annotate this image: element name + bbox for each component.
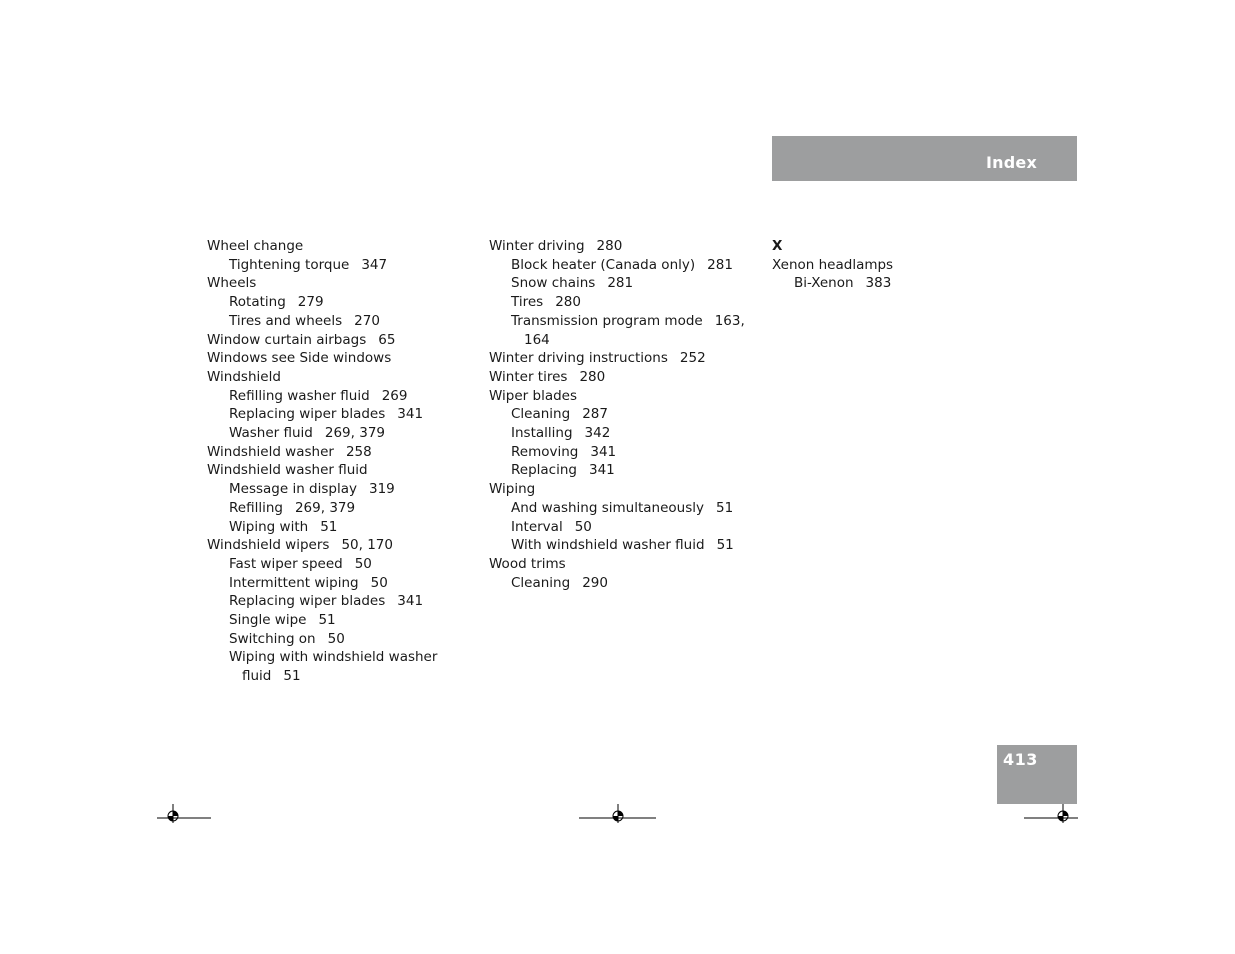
index-term: Message in display xyxy=(229,481,357,498)
index-term: Block heater (Canada only) xyxy=(511,256,696,273)
index-column-1 xyxy=(207,237,467,686)
index-term: Winter driving xyxy=(489,238,585,254)
page-number: 413 xyxy=(1003,750,1038,769)
section-title: Index xyxy=(986,153,1037,172)
index-page-ref: 341 xyxy=(588,462,615,479)
index-entry xyxy=(489,237,749,256)
registration-mark-left xyxy=(157,801,211,823)
index-term: With windshield washer fluid xyxy=(511,537,705,554)
index-entry xyxy=(207,331,467,350)
index-entry xyxy=(489,349,749,368)
index-entry xyxy=(207,555,467,574)
index-page-ref: 280 xyxy=(579,368,606,385)
index-entry xyxy=(207,349,467,368)
index-page-ref: 290 xyxy=(582,574,608,591)
index-entry xyxy=(207,237,467,256)
index-page-ref: 51 xyxy=(318,612,336,629)
index-page-ref: 50 xyxy=(574,518,592,535)
index-entry xyxy=(207,480,467,499)
index-term: Wiping with windshield washer xyxy=(229,649,438,666)
index-entry xyxy=(489,480,749,499)
index-term: Wiping with xyxy=(229,518,309,535)
index-term: Bi-Xenon xyxy=(794,275,854,292)
index-entry xyxy=(207,667,467,686)
index-term: Wheel change xyxy=(207,238,304,254)
registration-mark-center xyxy=(579,801,656,823)
index-entry xyxy=(489,331,749,350)
index-term: Winter tires xyxy=(489,368,568,385)
index-entry xyxy=(772,274,1032,293)
index-page-ref: 50 xyxy=(370,574,388,591)
index-entry xyxy=(489,387,749,406)
index-entry xyxy=(207,405,467,424)
index-entry xyxy=(489,574,749,593)
index-page-ref: 319 xyxy=(369,481,395,498)
index-page-ref: 51 xyxy=(320,518,338,535)
index-entry xyxy=(207,648,467,667)
index-page-ref: 281 xyxy=(707,256,733,273)
index-term: Cleaning xyxy=(511,406,571,423)
index-term: Windshield washer xyxy=(207,443,334,460)
index-entry xyxy=(772,256,1032,275)
index-entry xyxy=(207,574,467,593)
index-entry xyxy=(489,555,749,574)
index-page-ref: 50 xyxy=(327,630,345,647)
index-term: Window curtain airbags xyxy=(207,331,367,348)
index-term: Replacing wiper blades xyxy=(229,406,386,423)
index-term: Windows see Side windows xyxy=(207,350,392,367)
index-term: Switching on xyxy=(229,630,316,647)
index-entry xyxy=(207,611,467,630)
index-column-2 xyxy=(489,237,749,592)
index-entry xyxy=(489,256,749,275)
page-number-tab xyxy=(997,745,1077,804)
index-entry xyxy=(207,312,467,331)
index-column-3 xyxy=(772,237,1032,293)
index-term: Wiper blades xyxy=(489,387,578,404)
index-term: Tightening torque xyxy=(229,256,350,273)
index-term: Wiping xyxy=(489,481,536,498)
index-page-ref: 51 xyxy=(715,499,734,516)
index-page-ref: 65 xyxy=(378,331,396,348)
index-entry xyxy=(207,630,467,649)
index-entry xyxy=(489,274,749,293)
index-entry xyxy=(207,368,467,387)
index-term: Windshield xyxy=(207,368,281,385)
index-term: Rotating xyxy=(229,294,286,311)
index-entry xyxy=(207,499,467,518)
index-term: Washer fluid xyxy=(229,425,313,442)
index-term: And washing simultaneously xyxy=(511,499,704,516)
index-page-ref: 281 xyxy=(607,275,634,292)
section-letter: X xyxy=(772,238,783,254)
index-term: Interval xyxy=(511,518,563,535)
index-entry xyxy=(489,518,749,537)
index-page-ref: 163, xyxy=(714,312,745,329)
index-page-ref: 164 xyxy=(524,331,550,348)
index-entry xyxy=(489,461,749,480)
index-term: Fast wiper speed xyxy=(229,555,343,572)
index-term: fluid xyxy=(242,668,272,685)
index-page-ref: 252 xyxy=(679,350,706,367)
index-page-ref: 341 xyxy=(590,443,617,460)
section-header-tab xyxy=(772,136,1077,181)
registration-mark-right xyxy=(1024,801,1078,823)
index-entry xyxy=(207,256,467,275)
index-page-ref: 50 xyxy=(354,555,372,572)
index-page-ref: 51 xyxy=(716,537,734,554)
index-term: Tires xyxy=(511,294,544,311)
index-term: Windshield washer fluid xyxy=(207,462,368,479)
index-term: Winter driving instructions xyxy=(489,350,668,367)
index-page-ref: 383 xyxy=(865,275,892,292)
index-term: Replacing xyxy=(511,462,577,479)
index-term: Installing xyxy=(511,425,573,442)
index-entry xyxy=(207,293,467,312)
index-term: Refilling xyxy=(229,499,283,516)
index-page-ref: 287 xyxy=(582,406,608,423)
index-entry xyxy=(207,387,467,406)
index-entry xyxy=(207,518,467,537)
index-term: Wood trims xyxy=(489,555,566,572)
index-term: Xenon headlamps xyxy=(772,256,894,273)
index-page-ref: 51 xyxy=(283,668,301,685)
index-page-ref: 280 xyxy=(555,294,581,311)
index-page-ref: 347 xyxy=(361,256,388,273)
index-term: Cleaning xyxy=(511,574,571,591)
index-entry xyxy=(207,592,467,611)
index-page-ref: 270 xyxy=(354,312,380,329)
index-page-ref: 269, 379 xyxy=(324,425,385,442)
index-page-ref: 269 xyxy=(381,387,408,404)
index-entry xyxy=(207,443,467,462)
index-term: Windshield wipers xyxy=(207,537,330,554)
index-term: Removing xyxy=(511,443,579,460)
index-page-ref: 279 xyxy=(297,294,324,311)
index-term: Tires and wheels xyxy=(229,312,343,329)
index-term: Wheels xyxy=(207,275,257,292)
index-entry xyxy=(489,312,749,331)
index-page-ref: 280 xyxy=(596,238,623,254)
index-term: Intermittent wiping xyxy=(229,574,359,591)
index-entry xyxy=(489,405,749,424)
index-page-ref: 341 xyxy=(397,406,424,423)
index-term: Snow chains xyxy=(511,275,596,292)
index-entry xyxy=(489,368,749,387)
index-page-ref: 269, 379 xyxy=(294,499,356,516)
index-page-ref: 258 xyxy=(345,443,372,460)
index-page-ref: 342 xyxy=(584,425,611,442)
index-term: Refilling washer fluid xyxy=(229,387,370,404)
index-entry xyxy=(207,424,467,443)
index-page-ref: 341 xyxy=(397,593,424,610)
index-entry xyxy=(489,536,749,555)
index-page-ref: 50, 170 xyxy=(341,537,393,554)
index-entry xyxy=(489,293,749,312)
index-entry xyxy=(489,443,749,462)
index-entry xyxy=(207,536,467,555)
index-entry xyxy=(489,424,749,443)
index-entry xyxy=(207,461,467,480)
index-entry xyxy=(207,274,467,293)
index-term: Transmission program mode xyxy=(511,312,703,329)
index-term: Single wipe xyxy=(229,612,307,629)
index-term: Replacing wiper blades xyxy=(229,593,386,610)
index-entry xyxy=(489,499,749,518)
